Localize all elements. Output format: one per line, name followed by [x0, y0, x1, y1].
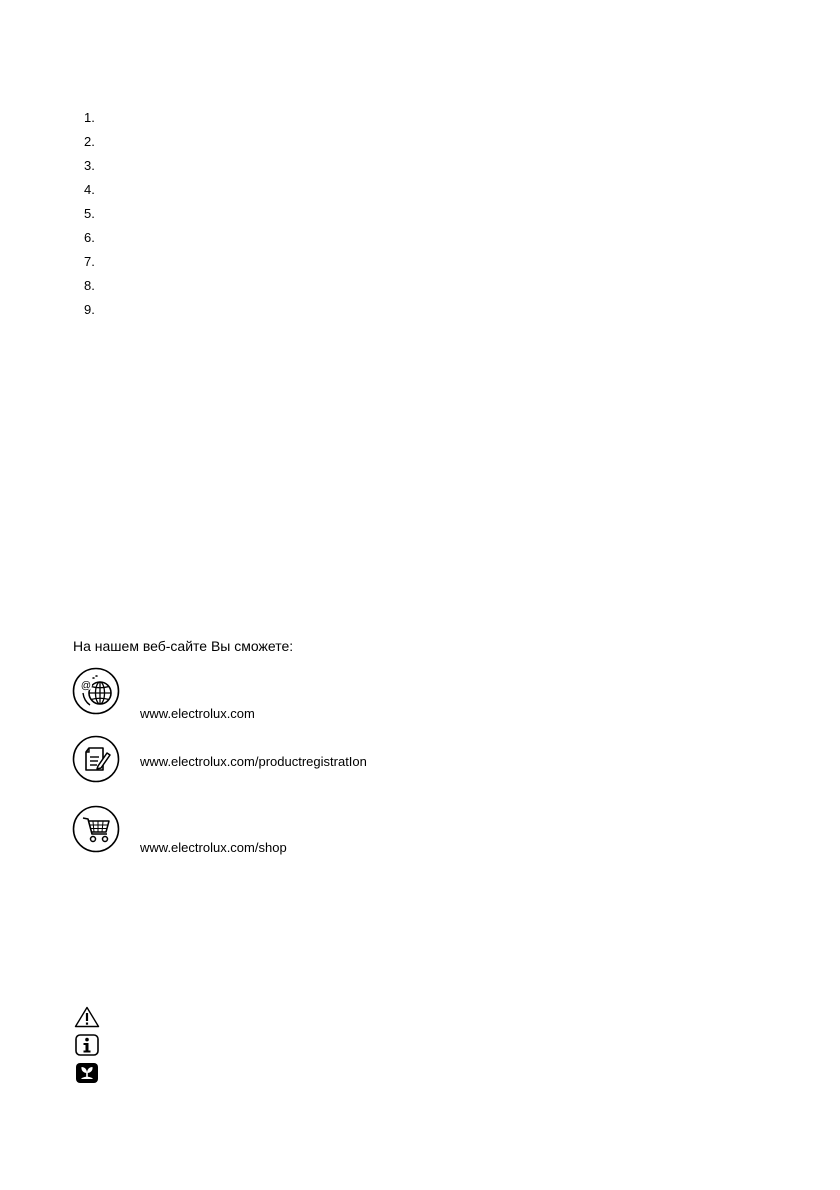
toc-number: 9. — [84, 302, 95, 317]
toc-number: 8. — [84, 278, 95, 293]
toc-item — [84, 206, 95, 230]
registration-pencil-icon — [72, 735, 120, 783]
toc-number: 1. — [84, 110, 95, 125]
environment-icon — [74, 1062, 100, 1084]
toc-item — [84, 302, 95, 326]
info-icon — [74, 1034, 100, 1056]
toc-item — [84, 230, 95, 254]
toc-item — [84, 278, 95, 302]
globe-at-icon — [72, 667, 120, 715]
toc-number: 4. — [84, 182, 95, 197]
toc-item — [84, 158, 95, 182]
website-heading: На нашем веб-сайте Вы сможете: — [73, 638, 294, 654]
shop-link[interactable]: www.electrolux.com/shop — [140, 840, 287, 855]
shopping-cart-icon — [72, 805, 120, 853]
toc-item — [84, 134, 95, 158]
svg-text:@: @ — [80, 680, 92, 692]
toc-number: 7. — [84, 254, 95, 269]
table-of-contents — [84, 110, 95, 326]
toc-number: 3. — [84, 158, 95, 173]
toc-item — [84, 254, 95, 278]
toc-number: 2. — [84, 134, 95, 149]
toc-item — [84, 182, 95, 206]
toc-number: 6. — [84, 230, 95, 245]
toc-item — [84, 110, 95, 134]
product-registration-link[interactable]: www.electrolux.com/productregistratIon — [140, 754, 367, 769]
website-link[interactable]: www.electrolux.com — [140, 706, 255, 721]
warning-icon — [74, 1006, 100, 1028]
toc-number: 5. — [84, 206, 95, 221]
